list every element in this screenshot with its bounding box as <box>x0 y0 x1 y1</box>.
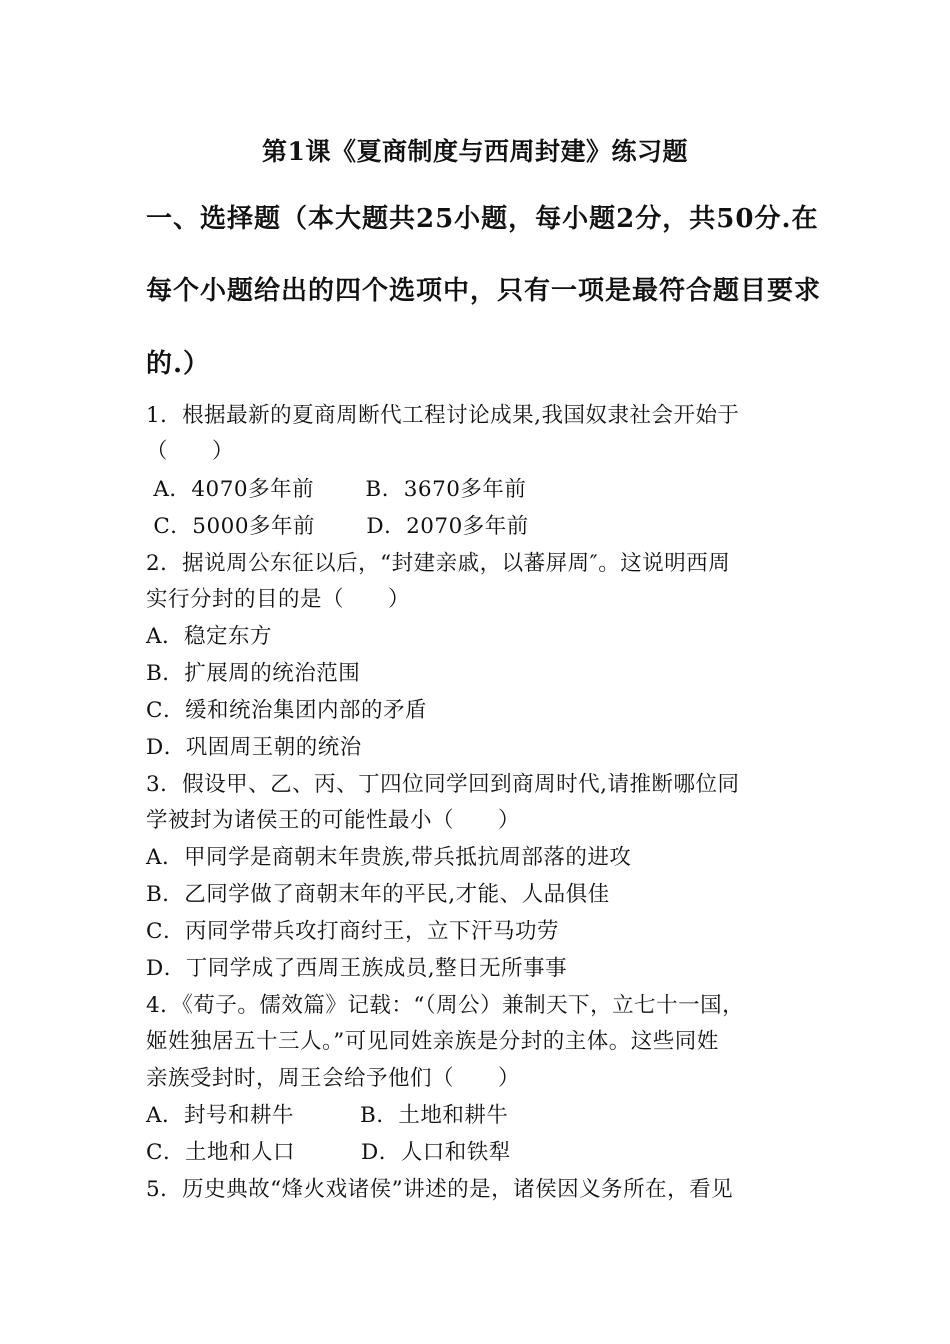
question-1-stem: 1．根据最新的夏商周断代工程讨论成果,我国奴隶社会开始于 <box>146 403 740 428</box>
question-4-stem-cont-2: 亲族受封时，周王会给予他们（ ） <box>146 1066 521 1091</box>
question-4-options-ab: A．封号和耕牛 B．土地和耕牛 <box>146 1103 509 1128</box>
question-2-option-d: D．巩固周王朝的统治 <box>146 735 362 760</box>
section-heading-line-1: 一、选择题（本大题共25小题，每小题2分，共50分.在 <box>146 204 819 234</box>
question-3-option-b: B．乙同学做了商朝末年的平民,才能、人品俱佳 <box>146 882 610 907</box>
question-2-option-b: B．扩展周的统治范围 <box>146 661 361 686</box>
question-4-stem-cont-1: 姬姓独居五十三人。”可见同姓亲族是分封的主体。这些同姓 <box>146 1029 719 1054</box>
page-title: 第1课《夏商制度与西周封建》练习题 <box>262 137 688 166</box>
question-4-stem: 4．《荀子。儒效篇》记载：“（周公）兼制天下，立七十一国， <box>146 993 745 1018</box>
question-1-options-cd: C．5000多年前 D．2070多年前 <box>146 514 529 539</box>
question-2-stem: 2．据说周公东征以后，“封建亲戚，以蕃屏周″。这说明西周 <box>146 551 731 576</box>
question-3-stem-cont: 学被封为诸侯王的可能性最小（ ） <box>146 808 521 833</box>
question-1-blank: （ ） <box>146 439 235 464</box>
question-2-stem-cont: 实行分封的目的是（ ） <box>146 587 411 612</box>
question-3-option-c: C．丙同学带兵攻打商纣王，立下汗马功劳 <box>146 919 559 944</box>
question-1-options-ab: A．4070多年前 B．3670多年前 <box>146 477 527 502</box>
question-4-options-cd: C．土地和人口 D．人口和铁犁 <box>146 1140 511 1165</box>
question-2-option-c: C．缓和统治集团内部的矛盾 <box>146 698 427 723</box>
section-heading-line-3: 的.） <box>146 349 211 379</box>
question-3-stem: 3．假设甲、乙、丙、丁四位同学回到商周时代,请推断哪位同 <box>146 772 740 797</box>
question-3-option-a: A．甲同学是商朝末年贵族,带兵抵抗周部落的进攻 <box>146 845 632 870</box>
question-3-option-d: D．丁同学成了西周王族成员,整日无所事事 <box>146 956 568 981</box>
question-5-stem: 5．历史典故“烽火戏诸侯”讲述的是，诸侯因义务所在，看见 <box>146 1177 734 1202</box>
section-heading-line-2: 每个小题给出的四个选项中，只有一项是最符合题目要求 <box>146 276 822 306</box>
question-2-option-a: A．稳定东方 <box>146 624 273 649</box>
